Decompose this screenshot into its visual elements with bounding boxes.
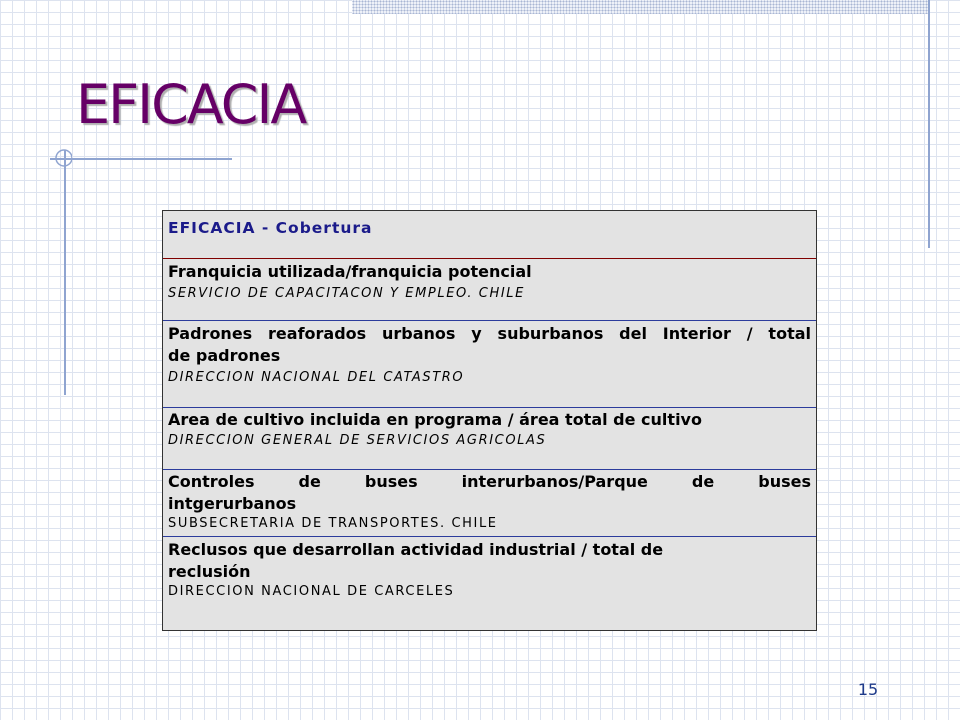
table-row (163, 537, 816, 629)
table-header (163, 211, 816, 259)
row-title: Franquicia utilizada/franquicia potencial (168, 262, 532, 281)
row-title-line2: reclusión (168, 562, 251, 581)
row-title-line2: de padrones (168, 346, 281, 365)
row-source: DIRECCION NACIONAL DEL CATASTRO (168, 370, 465, 385)
page-number: 15 (857, 680, 879, 699)
row-source: SERVICIO DE CAPACITACON Y EMPLEO. CHILE (168, 286, 525, 301)
indicator-table (162, 210, 817, 631)
table-row (163, 408, 816, 470)
row-source: SUBSECRETARIA DE TRANSPORTES. CHILE (168, 516, 498, 531)
row-title-line1: Controles de buses interurbanos/Parque de buses (168, 472, 811, 491)
left-decorative-rule (64, 150, 66, 395)
top-decorative-band (352, 0, 928, 14)
title-underline-rule (50, 158, 232, 160)
row-title: Area de cultivo incluida en programa / área total de cultivo (168, 410, 702, 429)
crosshair-circle-icon (50, 146, 72, 168)
row-title-line2: intgerurbanos (168, 494, 297, 513)
row-source: DIRECCION NACIONAL DE CARCELES (168, 584, 455, 599)
table-row (163, 259, 816, 321)
table-row (163, 470, 816, 537)
row-source: DIRECCION GENERAL DE SERVICIOS AGRICOLAS (168, 433, 547, 448)
right-decorative-rule (928, 0, 930, 248)
row-title-line1: Reclusos que desarrollan actividad industrial / total de (168, 540, 664, 559)
row-title-line1: Padrones reaforados urbanos y suburbanos del Interior / total (168, 324, 811, 343)
slide-title: EFICACIA (76, 73, 306, 136)
table-header-label: EFICACIA - Cobertura (168, 219, 373, 237)
table-row (163, 321, 816, 408)
